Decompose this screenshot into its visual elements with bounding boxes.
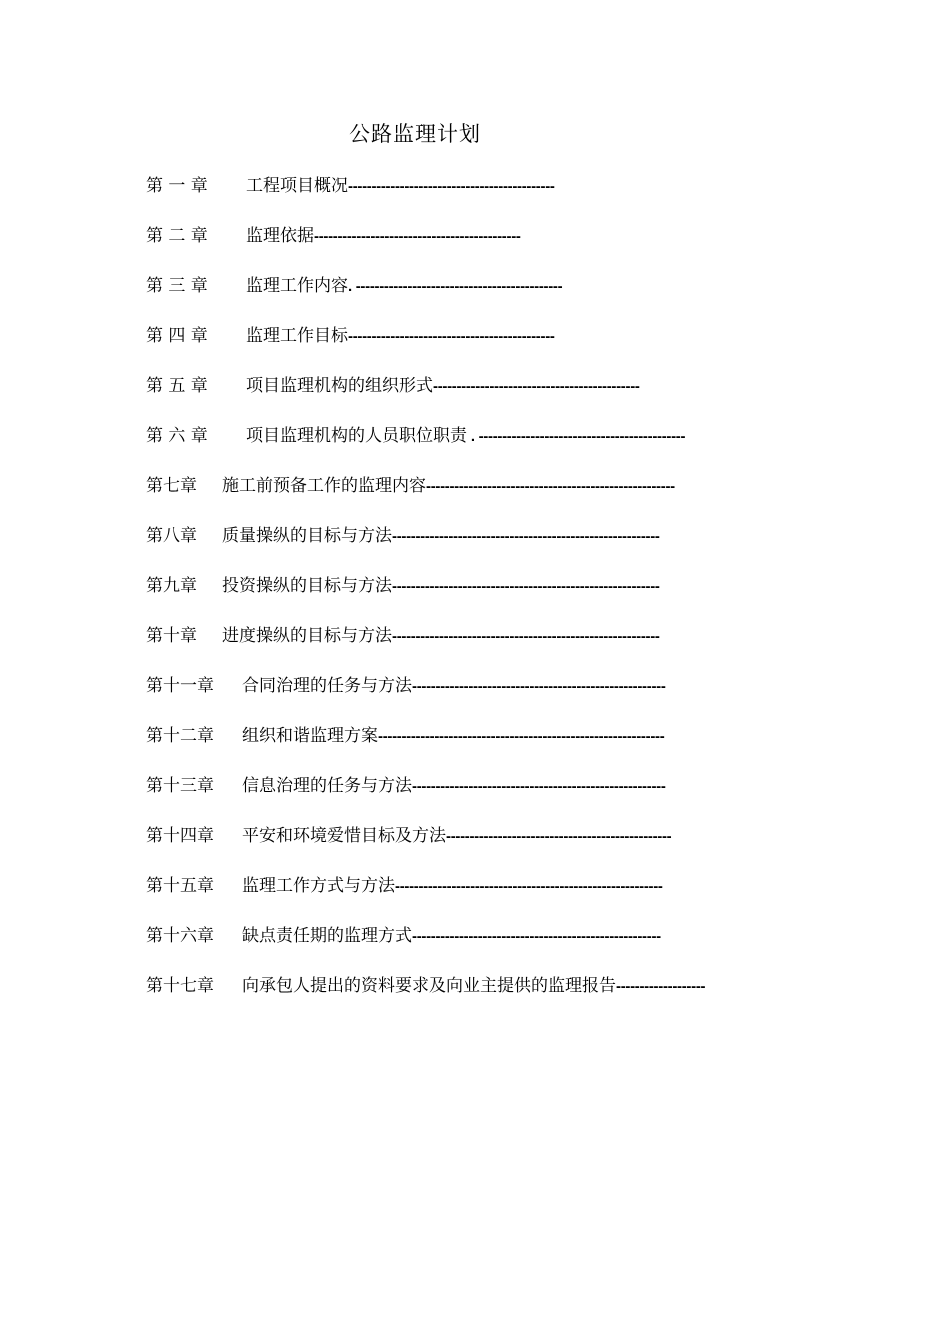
toc-chapter-title: 监理依据 (246, 226, 314, 246)
toc-entry (146, 220, 826, 270)
toc-chapter-number: 第 四 章 (146, 326, 208, 346)
toc-leader: --------------------------------------------------------- (392, 628, 660, 645)
toc-chapter-number: 第十一章 (146, 676, 214, 696)
toc-entry (146, 870, 826, 920)
toc-entry (146, 720, 826, 770)
toc-chapter-number: 第十六章 (146, 926, 214, 946)
toc-chapter-number: 第 五 章 (146, 376, 208, 396)
toc-entry (146, 920, 826, 970)
toc-chapter-number: 第十五章 (146, 876, 214, 896)
toc-chapter-number: 第 三 章 (146, 276, 208, 296)
toc-leader: --------------------------------------------------------- (392, 528, 660, 545)
toc-chapter-number: 第十二章 (146, 726, 214, 746)
toc-chapter-number: 第 二 章 (146, 226, 208, 246)
toc-leader: ------------------------------------------------------------- (378, 728, 665, 745)
toc-chapter-title: 项目监理机构的组织形式 (246, 376, 433, 396)
toc-chapter-title: 信息治理的任务与方法 (242, 776, 412, 796)
toc-leader: -------------------------------------------- (314, 228, 521, 245)
toc-entry (146, 770, 826, 820)
toc-chapter-number: 第十三章 (146, 776, 214, 796)
toc-leader: -------------------------------------------- (348, 178, 555, 195)
toc-entry (146, 970, 826, 1020)
toc-chapter-title: 工程项目概况 (246, 176, 348, 196)
toc-leader: --------------------------------------------------------- (392, 578, 660, 595)
toc-leader: -------------------------------------------- (348, 328, 555, 345)
toc-chapter-title: 向承包人提出的资料要求及向业主提供的监理报告 (242, 976, 616, 996)
toc-entry (146, 520, 826, 570)
toc-chapter-title: 监理工作目标 (246, 326, 348, 346)
toc-chapter-title: 投资操纵的目标与方法 (222, 576, 392, 596)
toc-chapter-title: 合同治理的任务与方法 (242, 676, 412, 696)
toc-chapter-title: 质量操纵的目标与方法 (222, 526, 392, 546)
toc-chapter-title: 进度操纵的目标与方法 (222, 626, 392, 646)
toc-entry (146, 670, 826, 720)
toc-leader: ----------------------------------------------------- (412, 928, 661, 945)
toc-chapter-title: 监理工作方式与方法 (242, 876, 395, 896)
table-of-contents (146, 170, 826, 1020)
toc-chapter-title: 平安和环境爱惜目标及方法 (242, 826, 446, 846)
document-title: 公路监理计划 (349, 122, 481, 146)
toc-chapter-number: 第十四章 (146, 826, 214, 846)
toc-chapter-title: 项目监理机构的人员职位职责 (246, 426, 467, 446)
toc-leader: ----------------------------------------------------- (426, 478, 675, 495)
toc-entry (146, 620, 826, 670)
toc-chapter-title: 组织和谐监理方案 (242, 726, 378, 746)
toc-leader: --------------------------------------------------------- (395, 878, 663, 895)
toc-chapter-number: 第九章 (146, 576, 197, 596)
toc-entry (146, 570, 826, 620)
toc-entry (146, 470, 826, 520)
toc-entry (146, 320, 826, 370)
toc-chapter-number: 第八章 (146, 526, 197, 546)
toc-leader: . -------------------------------------------- (467, 428, 686, 445)
toc-chapter-number: 第 六 章 (146, 426, 208, 446)
toc-leader: . -------------------------------------------- (348, 278, 563, 295)
toc-leader: ------------------------------------------------------ (412, 678, 666, 695)
toc-leader: ------------------------------------------------ (446, 828, 672, 845)
toc-entry (146, 170, 826, 220)
toc-leader: ------------------- (616, 978, 706, 995)
toc-chapter-title: 缺点责任期的监理方式 (242, 926, 412, 946)
toc-chapter-number: 第十七章 (146, 976, 214, 996)
toc-entry (146, 270, 826, 320)
toc-chapter-number: 第十章 (146, 626, 197, 646)
toc-chapter-number: 第 一 章 (146, 176, 208, 196)
toc-entry (146, 420, 826, 470)
toc-entry (146, 820, 826, 870)
toc-entry (146, 370, 826, 420)
toc-chapter-title: 施工前预备工作的监理内容 (222, 476, 426, 496)
toc-chapter-number: 第七章 (146, 476, 197, 496)
toc-leader: -------------------------------------------- (433, 378, 640, 395)
toc-leader: ------------------------------------------------------ (412, 778, 666, 795)
toc-chapter-title: 监理工作内容 (246, 276, 348, 296)
